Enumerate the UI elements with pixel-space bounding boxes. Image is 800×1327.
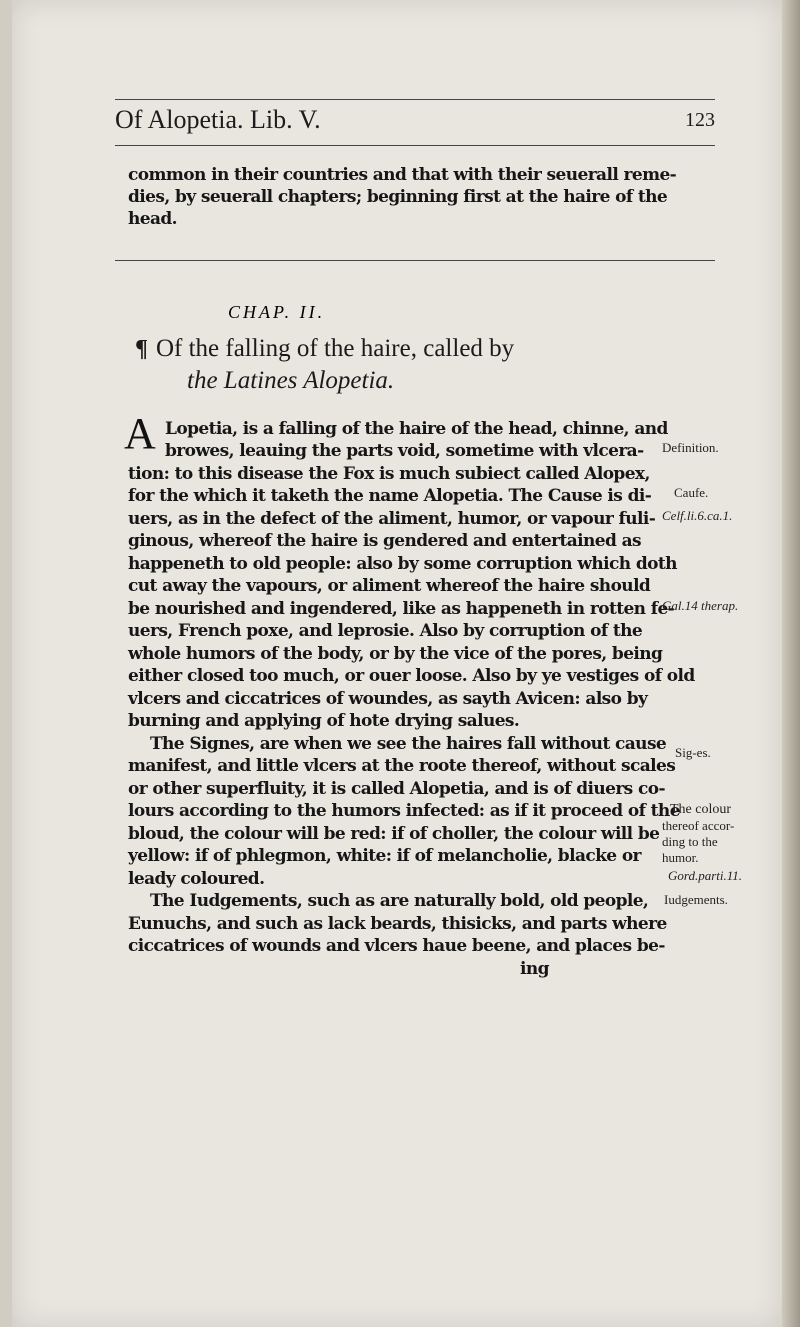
body-line: manifest, and little vlcers at the roote thereof, without scales — [128, 756, 676, 776]
margin-note: The colour — [670, 802, 732, 817]
pilcrow-icon: ¶ — [135, 336, 148, 362]
body-line: whole humors of the body, or by the vice of the pores, being — [128, 644, 663, 664]
body-line: vlcers and ciccatrices of woundes, as sayth Avicen: also by — [128, 689, 648, 709]
header-rule — [115, 145, 715, 146]
running-header — [115, 105, 715, 145]
body-line: browes, leauing the parts void, sometime with vlcera- — [165, 441, 644, 461]
top-rule — [115, 99, 715, 100]
body-line: Lopetia, is a falling of the haire of the head, chinne, and — [165, 419, 668, 439]
body-line: either closed too much, or ouer loose. Also by ye vestiges of old — [128, 666, 695, 686]
body-line: burning and applying of hote drying salues. — [128, 711, 520, 731]
body-line: or other superfluity, it is called Alopetia, and is of diuers co- — [128, 779, 665, 799]
heading-line-2: the Latines Alopetia. — [187, 367, 395, 394]
body-line: The Signes, are when we see the haires fall without cause — [150, 734, 667, 754]
margin-note: Definition. — [662, 440, 719, 455]
margin-note: thereof accor- — [662, 818, 735, 833]
margin-note: humor. — [662, 850, 699, 865]
margin-note: ding to the — [662, 834, 718, 849]
catchword: ing — [520, 959, 549, 979]
intro-line: common in their countries and that with their seuerall reme- — [128, 165, 677, 185]
body-line: uers, as in the defect of the aliment, humor, or vapour fuli- — [128, 509, 656, 529]
body-line: lours according to the humors infected: as if it proceed of the — [128, 801, 680, 821]
chapter-heading — [135, 333, 655, 396]
running-title: Of Alopetia. Lib. V. — [115, 105, 321, 134]
chapter-label: CHAP. II. — [228, 302, 326, 322]
section-rule — [115, 260, 715, 261]
body-line: The Iudgements, such as are naturally bold, old people, — [150, 891, 649, 911]
body-line: be nourished and ingendered, like as happeneth in rotten fe- — [128, 599, 675, 619]
intro-line: head. — [128, 209, 177, 229]
page-number: 123 — [685, 109, 715, 131]
margin-note: Celf.li.6.ca.1. — [662, 508, 733, 523]
body-line: Eunuchs, and such as lack beards, thisicks, and parts where — [128, 914, 667, 934]
body-line: tion: to this disease the Fox is much subiect called Alopex, — [128, 464, 650, 484]
drop-cap: A — [124, 409, 156, 458]
body-line: bloud, the colour will be red: if of choller, the colour will be — [128, 824, 660, 844]
intro-line: dies, by seuerall chapters; beginning first at the haire of the — [128, 187, 668, 207]
body-line: cut away the vapours, or aliment whereof the haire should — [128, 576, 651, 596]
body-line: leady coloured. — [128, 869, 265, 889]
body-line: yellow: if of phlegmon, white: if of melancholie, blacke or — [128, 846, 641, 866]
body-line: ginous, whereof the haire is gendered and entertained as — [128, 531, 641, 551]
margin-note: Gal.14 therap. — [662, 598, 739, 613]
body-line: uers, French poxe, and leprosie. Also by corruption of the — [128, 621, 643, 641]
body-line: happeneth to old people: also by some corruption which doth — [128, 554, 677, 574]
margin-note: Iudgements. — [664, 892, 728, 907]
margin-note: Caufe. — [674, 485, 709, 500]
heading-line-1: Of the falling of the haire, called by — [155, 335, 515, 362]
body-line: for the which it taketh the name Alopetia. The Cause is di- — [128, 486, 652, 506]
margin-note: Gord.parti.11. — [668, 868, 743, 883]
book-binding-edge — [782, 0, 800, 1327]
body-line: ciccatrices of wounds and vlcers haue beene, and places be- — [128, 936, 665, 956]
margin-note: Sig-es. — [675, 745, 711, 760]
